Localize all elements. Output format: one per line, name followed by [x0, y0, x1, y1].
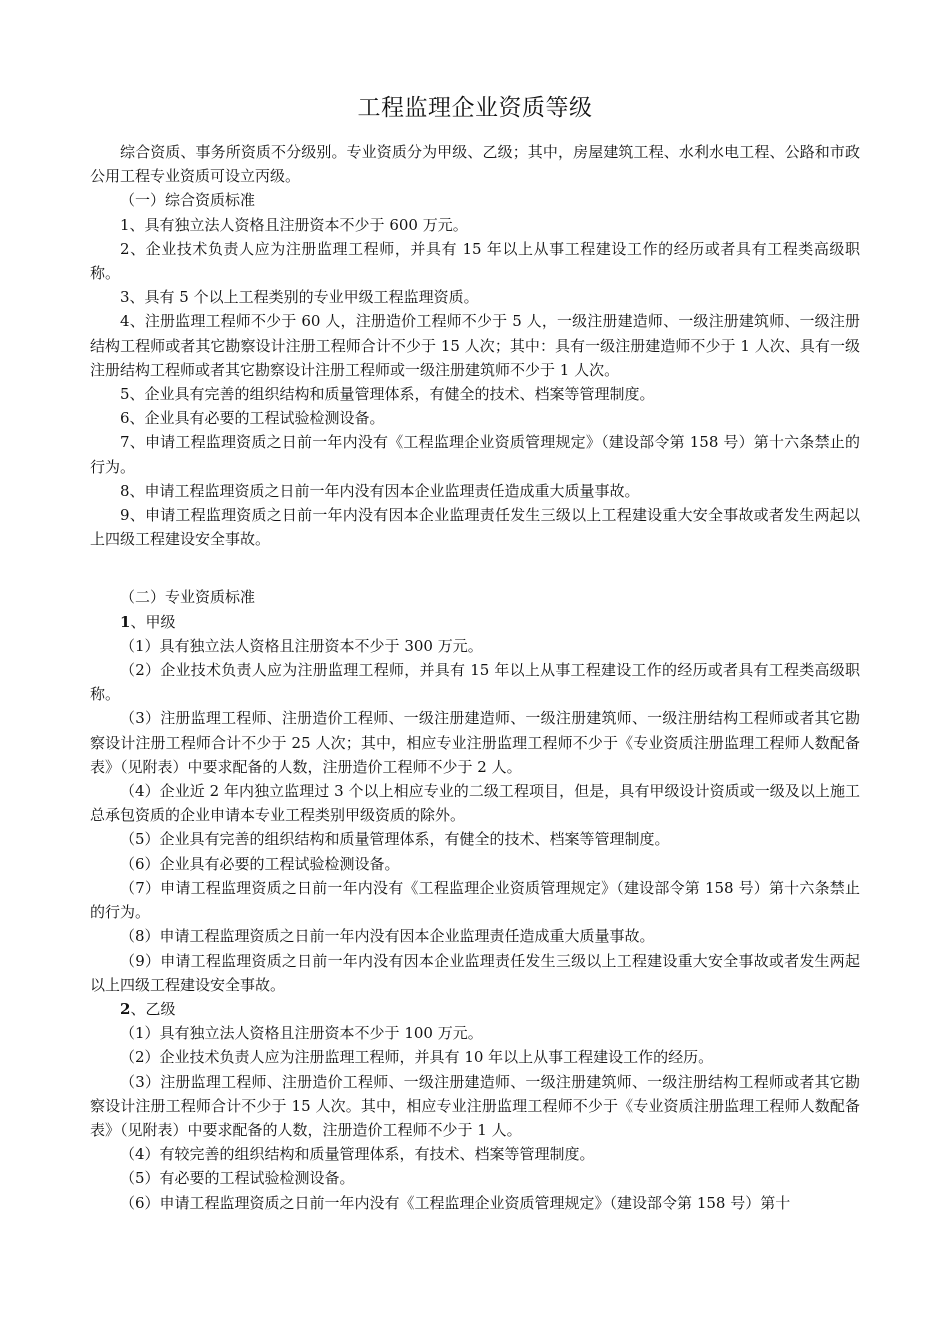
grade-b-item: （2）企业技术负责人应为注册监理工程师，并具有 10 年以上从事工程建设工作的经历。	[120, 1048, 714, 1067]
grade-a-item: （8）申请工程监理资质之日前一年内没有因本企业监理责任造成重大质量事故。	[120, 927, 655, 946]
document-body	[90, 140, 860, 1215]
grade-a-item: （1）具有独立法人资格且注册资本不少于 300 万元。	[120, 636, 483, 655]
section1-item: 8、申请工程监理资质之日前一年内没有因本企业监理责任造成重大质量事故。	[120, 481, 640, 500]
grade-a-item: （7）申请工程监理资质之日前一年内没有《工程监理企业资质管理规定》（建设部令第 158 号）第十六条禁止的行为。	[90, 878, 860, 922]
section1-heading: （一）综合资质标准	[120, 191, 256, 210]
grade-b-item: （3）注册监理工程师、注册造价工程师、一级注册建造师、一级注册建筑师、一级注册结构工程师或者其它勘察设计注册工程师合计不少于 15 人次。其中，相应专业注册监理工程师不少于《专业资质注册监理工程师人数配备表》（见附表）中要求配备的人数，注册造价工程师不少于 1 人。	[90, 1072, 860, 1139]
section2-heading: （二）专业资质标准	[120, 588, 256, 607]
grade-a-label: 、甲级	[130, 612, 176, 631]
grade-a-item: （4）企业近 2 年内独立监理过 3 个以上相应专业的二级工程项目，但是，具有甲级设计资质或一级及以上施工总承包资质的企业申请本专业工程类别甲级资质的除外。	[90, 782, 860, 825]
grade-a-number: 1	[120, 612, 131, 631]
grade-b-item: （4）有较完善的组织结构和质量管理体系，有技术、档案等管理制度。	[120, 1145, 595, 1164]
grade-a-item: （2）企业技术负责人应为注册监理工程师，并具有 15 年以上从事工程建设工作的经历或者具有工程类高级职称。	[90, 661, 860, 704]
intro-paragraph: 综合资质、事务所资质不分级别。专业资质分为甲级、乙级；其中，房屋建筑工程、水利水电工程、公路和市政公用工程专业资质可设立丙级。	[90, 143, 860, 186]
section1-item: 4、注册监理工程师不少于 60 人，注册造价工程师不少于 5 人，一级注册建造师、一级注册建筑师、一级注册结构工程师或者其它勘察设计注册工程师合计不少于 15 人次；其中：具有一级注册建造师不少于 1 人次、具有一级注册结构工程师或者其它勘察设计注册工程师或一级注册建筑师不少于 1 人次。	[90, 312, 860, 379]
section1-item: 5、企业具有完善的组织结构和质量管理体系，有健全的技术、档案等管理制度。	[120, 385, 655, 404]
section1-item: 2、企业技术负责人应为注册监理工程师，并具有 15 年以上从事工程建设工作的经历或者具有工程类高级职称。	[90, 239, 860, 283]
grade-b-heading	[90, 997, 860, 1021]
section1-item: 1、具有独立法人资格且注册资本不少于 600 万元。	[120, 215, 468, 234]
section1-item: 3、具有 5 个以上工程类别的专业甲级工程监理资质。	[120, 288, 479, 307]
grade-a-item: （5）企业具有完善的组织结构和质量管理体系，有健全的技术、档案等管理制度。	[120, 830, 670, 849]
document-title: 工程监理企业资质等级	[357, 95, 593, 121]
section-spacer	[90, 551, 860, 585]
grade-b-item: （5）有必要的工程试验检测设备。	[120, 1169, 355, 1188]
section1-item: 6、企业具有必要的工程试验检测设备。	[120, 409, 385, 428]
grade-b-item: （6）申请工程监理资质之日前一年内没有《工程监理企业资质管理规定》（建设部令第 158 号）第十	[120, 1193, 791, 1212]
grade-a-item: （6）企业具有必要的工程试验检测设备。	[120, 854, 400, 873]
section1-item: 7、申请工程监理资质之日前一年内没有《工程监理企业资质管理规定》（建设部令第 158 号）第十六条禁止的行为。	[90, 433, 860, 476]
grade-b-label: 、乙级	[130, 999, 176, 1018]
grade-b-item: （1）具有独立法人资格且注册资本不少于 100 万元。	[120, 1024, 483, 1043]
grade-a-item: （9）申请工程监理资质之日前一年内没有因本企业监理责任发生三级以上工程建设重大安全事故或者发生两起以上四级工程建设安全事故。	[90, 951, 860, 994]
grade-a-heading	[90, 610, 860, 634]
section1-item: 9、申请工程监理资质之日前一年内没有因本企业监理责任发生三级以上工程建设重大安全事故或者发生两起以上四级工程建设安全事故。	[90, 506, 860, 549]
grade-a-item: （3）注册监理工程师、注册造价工程师、一级注册建造师、一级注册建筑师、一级注册结构工程师或者其它勘察设计注册工程师合计不少于 25 人次；其中，相应专业注册监理工程师不少于《专业资质注册监理工程师人数配备表》（见附表）中要求配备的人数，注册造价工程师不少于 2 人。	[90, 709, 860, 776]
grade-b-number: 2	[120, 999, 131, 1018]
